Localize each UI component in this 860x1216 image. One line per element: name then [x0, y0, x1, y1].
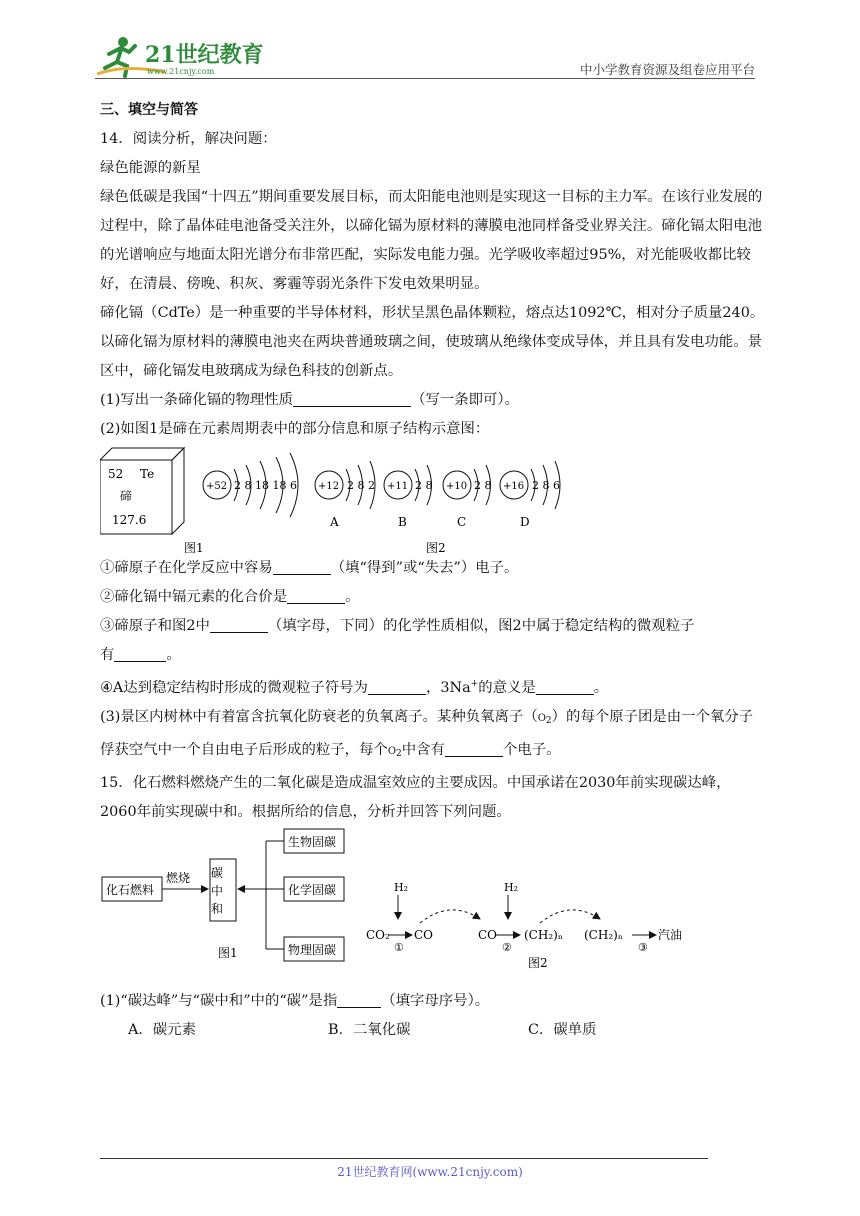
q14-sub3-text: (3)景区内树林中有着富含抗氧化防衰老的负氧离子。某种负氧离子（	[100, 709, 538, 725]
burn-label: 燃烧	[166, 871, 191, 885]
atom-b-nucleus: +11	[387, 481, 409, 492]
q15-fig2-label: 图2	[528, 956, 548, 970]
carbon-neutral-flow	[102, 829, 344, 961]
fig1-label: 图1	[184, 541, 204, 554]
header-divider	[95, 78, 755, 79]
section-title: 三、填空与简答	[100, 102, 198, 118]
q14-sub1	[100, 386, 765, 415]
q14-sub2: (2)如图1是碲在元素周期表中的部分信息和原子结构示意图：	[100, 421, 490, 437]
synthesis-flow	[366, 881, 682, 970]
q15-options	[100, 1016, 765, 1045]
answer-blank[interactable]	[536, 678, 594, 695]
q15-fig1-label: 图1	[218, 946, 238, 960]
q14-item2	[100, 583, 765, 612]
element-name: 碲	[120, 489, 133, 503]
q15-sub1-tail: （填字母序号）。	[381, 993, 490, 1009]
phys-fixation: 物理固碳	[288, 943, 337, 957]
q15-sub1-text: (1)“碳达峰”与“碳中和”中的“碳”是指	[100, 993, 338, 1009]
q14-item4-mid: 的意义是	[478, 680, 536, 696]
article-paragraph-1: 绿色低碳是我国“十四五”期间重要发展目标，而太阳能电池则是实现这一目标的主力军。在该行业发展的过程中，除了晶体硅电池备受关注外，以碲化镉为原材料的薄膜电池同样备受业界关注。碲化镉太阳电池的光谱响应与地面太阳光谱分布非常匹配，实际发电能力强。光学吸收率超过95%，对光能吸收都比较好，在清晨、傍晚、积灰、雾霾等弱光条件下发电效果明显。	[100, 189, 763, 292]
ion-formula: O	[387, 746, 397, 757]
ch2n-label-2: (CH₂)ₙ	[584, 928, 624, 942]
q14-item4-na: ，3Na	[425, 680, 471, 696]
answer-blank[interactable]	[368, 678, 426, 695]
cn-text: 和	[210, 902, 224, 916]
atom-b-shells: 2 8	[415, 479, 433, 492]
step2-label: ②	[502, 941, 512, 954]
atom-c-nucleus: +10	[446, 481, 468, 492]
q14-sub1-tail: （写一条即可）。	[411, 392, 520, 408]
atom-d-letter: D	[520, 515, 530, 529]
element-mass: 127.6	[112, 513, 147, 527]
te-nucleus: +52	[206, 481, 228, 492]
atom-b	[384, 465, 433, 529]
atom-d-nucleus: +16	[503, 481, 525, 492]
answer-blank[interactable]	[293, 390, 411, 407]
ion-formula: O	[537, 713, 546, 724]
q14-item1	[100, 554, 765, 583]
header	[95, 30, 755, 80]
q14-item3-tail: 。	[166, 647, 181, 663]
atom-c-letter: C	[457, 515, 467, 529]
logo-text: 21世纪教育	[145, 42, 264, 68]
logo	[95, 34, 265, 78]
q14-intro: 14．阅读分析，解决问题：	[100, 131, 277, 147]
q14-item3-cont: 有	[100, 647, 115, 663]
te-atom-diagram	[203, 453, 298, 517]
atom-diagram	[100, 444, 765, 554]
answer-blank[interactable]	[337, 991, 381, 1008]
q14-sub3-mid: ）的每个原子团是由一个氧分子俘获空气中一个自由电子后形成的粒子，每个	[100, 709, 754, 758]
cn-text: 碳	[210, 866, 224, 880]
article-title: 绿色能源的新星	[100, 160, 201, 176]
q14-sub3-tail: 个电子。	[502, 742, 561, 758]
q14-item4-sup: +	[470, 679, 479, 689]
answer-blank[interactable]	[114, 645, 166, 662]
q14-item4	[100, 670, 765, 703]
co-label-2: CO	[478, 928, 498, 942]
answer-blank[interactable]	[445, 740, 503, 757]
atom-d-shells: 2 8 6	[532, 479, 560, 492]
atom-figure	[100, 444, 765, 554]
q14-item4-tail: 。	[593, 680, 609, 696]
carbon-diagram	[100, 827, 765, 987]
cn-text: 中	[210, 884, 224, 898]
gasoline-label: 汽油	[658, 928, 683, 942]
q15-sub1	[100, 987, 765, 1016]
element-number: 52	[108, 467, 124, 481]
option-c[interactable]: C．碳单质	[528, 1022, 597, 1038]
q14-sub3	[100, 703, 765, 769]
fig2-label: 图2	[426, 541, 446, 554]
q14-item4-text: ④A达到稳定结构时形成的微观粒子符号为	[100, 680, 368, 696]
carbon-figure	[100, 827, 765, 987]
atom-a-letter: A	[330, 515, 339, 529]
answer-blank[interactable]	[273, 558, 331, 575]
chem-fixation: 化学固碳	[288, 883, 337, 897]
atom-b-letter: B	[398, 515, 407, 529]
fossil-fuel-label: 化石燃料	[106, 883, 155, 897]
element-card	[100, 448, 184, 534]
atom-a-shells: 2 8 2	[347, 479, 375, 492]
step3-label: ③	[638, 941, 648, 954]
h2-label: H₂	[394, 881, 409, 894]
q14-item1-tail: （填“得到”或“失去”）电子。	[330, 560, 519, 576]
ion-formula-sub: 2	[396, 749, 402, 759]
q14-item1-text: ①碲原子在化学反应中容易	[100, 560, 273, 576]
atom-a-nucleus: +12	[318, 481, 340, 492]
article-paragraph-2: 碲化镉（CdTe）是一种重要的半导体材料，形状呈黑色晶体颗粒，熔点达1092℃，相对分子质量240。以碲化镉为原材料的薄膜电池夹在两块普通玻璃之间，使玻璃从绝缘体变成导体，并且具有发电功能。景区中，碲化镉发电玻璃成为绿色科技的创新点。	[100, 305, 765, 379]
q14-item3-text: ③碲原子和图2中	[100, 618, 210, 634]
q14-item3-mid: （填字母，下同）的化学性质相似，图2中属于稳定结构的微观粒子	[267, 618, 695, 634]
step1-label: ①	[394, 941, 404, 954]
atom-c-shells: 2 8	[474, 479, 492, 492]
co-label-1: CO	[414, 928, 434, 942]
element-symbol: Te	[140, 467, 155, 481]
content	[100, 96, 765, 1045]
platform-name: 中小学教育资源及组卷应用平台	[579, 62, 755, 77]
te-shells: 2 8 18 18 6	[234, 479, 297, 492]
q14-item3	[100, 612, 765, 670]
carbon-neutral-box	[211, 865, 223, 916]
logo-url: www.21cnjy.com	[147, 67, 215, 76]
option-b[interactable]: B．二氧化碳	[328, 1022, 411, 1038]
footer[interactable]: 21世纪教育网(www.21cnjy.com)	[337, 1165, 523, 1179]
q14-sub1-text: (1)写出一条碲化镉的物理性质	[100, 392, 294, 408]
answer-blank[interactable]	[287, 587, 345, 604]
bio-fixation: 生物固碳	[288, 835, 337, 849]
h2-label: H₂	[504, 881, 519, 894]
atom-c	[443, 465, 492, 529]
option-a[interactable]: A．碳元素	[128, 1022, 196, 1038]
atom-a	[315, 461, 375, 529]
footer-divider	[100, 1158, 708, 1159]
q14-sub3-mid2: 中含有	[401, 742, 445, 758]
q14-item2-text: ②碲化镉中镉元素的化合价是	[100, 589, 288, 605]
answer-blank[interactable]	[210, 616, 268, 633]
atom-d	[500, 461, 560, 529]
co2-label: CO₂	[366, 928, 390, 942]
q14-item2-tail: 。	[345, 589, 360, 605]
ch2n-label-1: (CH₂)ₙ	[524, 928, 564, 942]
ion-formula-sub: 2	[545, 716, 552, 726]
q15-intro: 15．化石燃料燃烧产生的二氧化碳是造成温室效应的主要成因。中国承诺在2030年前实现碳达峰，2060年前实现碳中和。根据所给的信息，分析并回答下列问题。	[100, 775, 731, 820]
